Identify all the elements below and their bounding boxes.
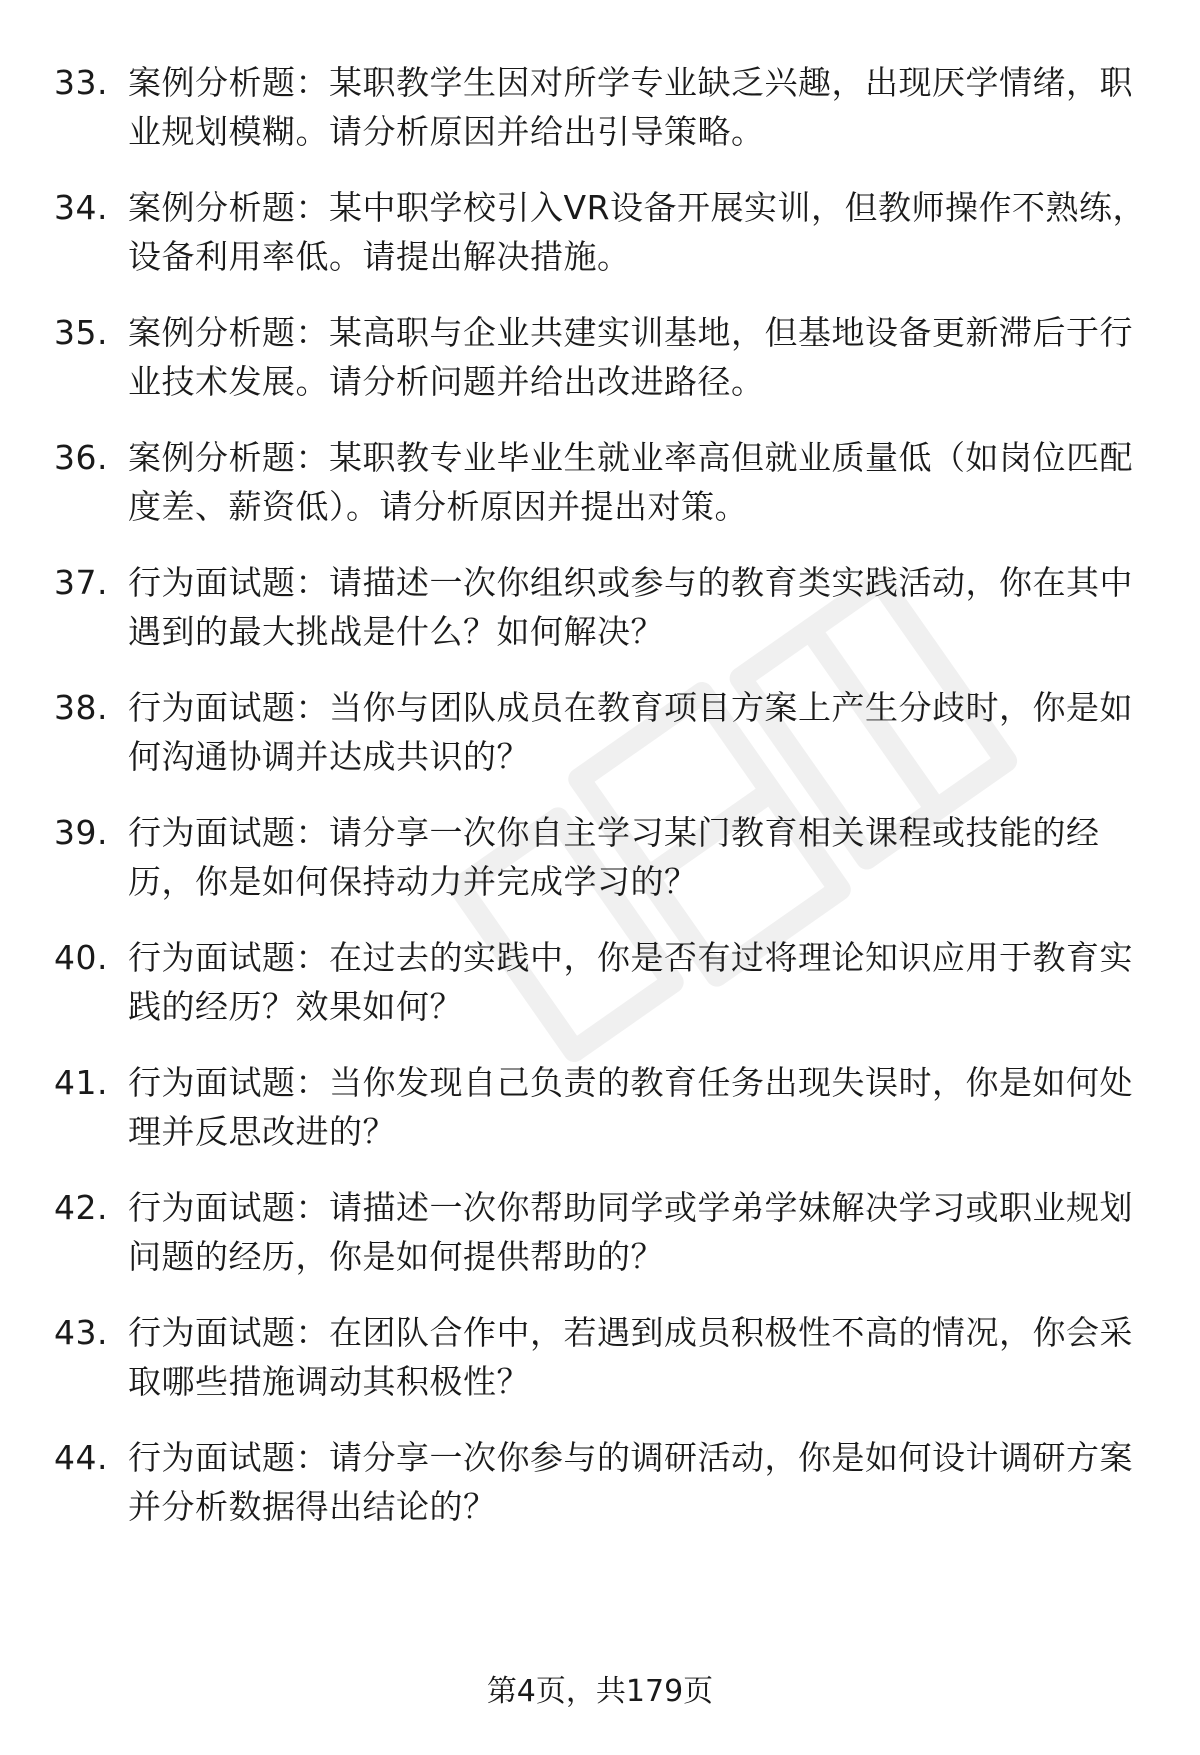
question-item [54,1433,1154,1531]
question-item [54,1308,1154,1406]
question-number: 36. [54,438,108,477]
question-text: 案例分析题：某职教专业毕业生就业率高但就业质量低（如岗位匹配度差、薪资低）。请分析原因并提出对策。 [128,438,1133,526]
question-item [54,433,1154,531]
question-text: 行为面试题：在团队合作中，若遇到成员积极性不高的情况，你会采取哪些措施调动其积极性？ [128,1313,1133,1401]
question-text: 行为面试题：在过去的实践中，你是否有过将理论知识应用于教育实践的经历？效果如何？ [128,938,1133,1026]
question-text: 行为面试题：请描述一次你组织或参与的教育类实践活动，你在其中遇到的最大挑战是什么？如何解决？ [128,563,1133,651]
question-number: 43. [54,1313,108,1352]
question-number: 44. [54,1438,108,1477]
question-text: 案例分析题：某高职与企业共建实训基地，但基地设备更新滞后于行业技术发展。请分析问题并给出改进路径。 [128,313,1133,401]
question-list [54,58,1154,1558]
question-number: 37. [54,563,108,602]
question-item [54,58,1154,156]
question-item [54,683,1154,781]
question-item [54,933,1154,1031]
question-text: 案例分析题：某中职学校引入VR设备开展实训，但教师操作不熟练，设备利用率低。请提出解决措施。 [128,188,1147,276]
question-item [54,1058,1154,1156]
question-number: 33. [54,63,108,102]
question-item [54,1183,1154,1281]
question-number: 39. [54,813,108,852]
question-number: 41. [54,1063,108,1102]
question-item [54,183,1154,281]
question-text: 行为面试题：请描述一次你帮助同学或学弟学妹解决学习或职业规划问题的经历，你是如何提供帮助的？ [128,1188,1133,1276]
question-text: 行为面试题：当你与团队成员在教育项目方案上产生分歧时，你是如何沟通协调并达成共识的？ [128,688,1133,776]
question-text: 案例分析题：某职教学生因对所学专业缺乏兴趣，出现厌学情绪，职业规划模糊。请分析原因并给出引导策略。 [128,63,1133,151]
question-number: 40. [54,938,108,977]
question-text: 行为面试题：请分享一次你自主学习某门教育相关课程或技能的经历，你是如何保持动力并完成学习的？ [128,813,1100,901]
question-item [54,558,1154,656]
question-number: 34. [54,188,108,227]
question-item [54,308,1154,406]
question-number: 38. [54,688,108,727]
page-footer: 第4页，共179页 [486,1674,714,1709]
question-number: 35. [54,313,108,352]
question-text: 行为面试题：请分享一次你参与的调研活动，你是如何设计调研方案并分析数据得出结论的？ [128,1438,1133,1526]
question-text: 行为面试题：当你发现自己负责的教育任务出现失误时，你是如何处理并反思改进的？ [128,1063,1133,1151]
question-number: 42. [54,1188,108,1227]
question-item [54,808,1154,906]
